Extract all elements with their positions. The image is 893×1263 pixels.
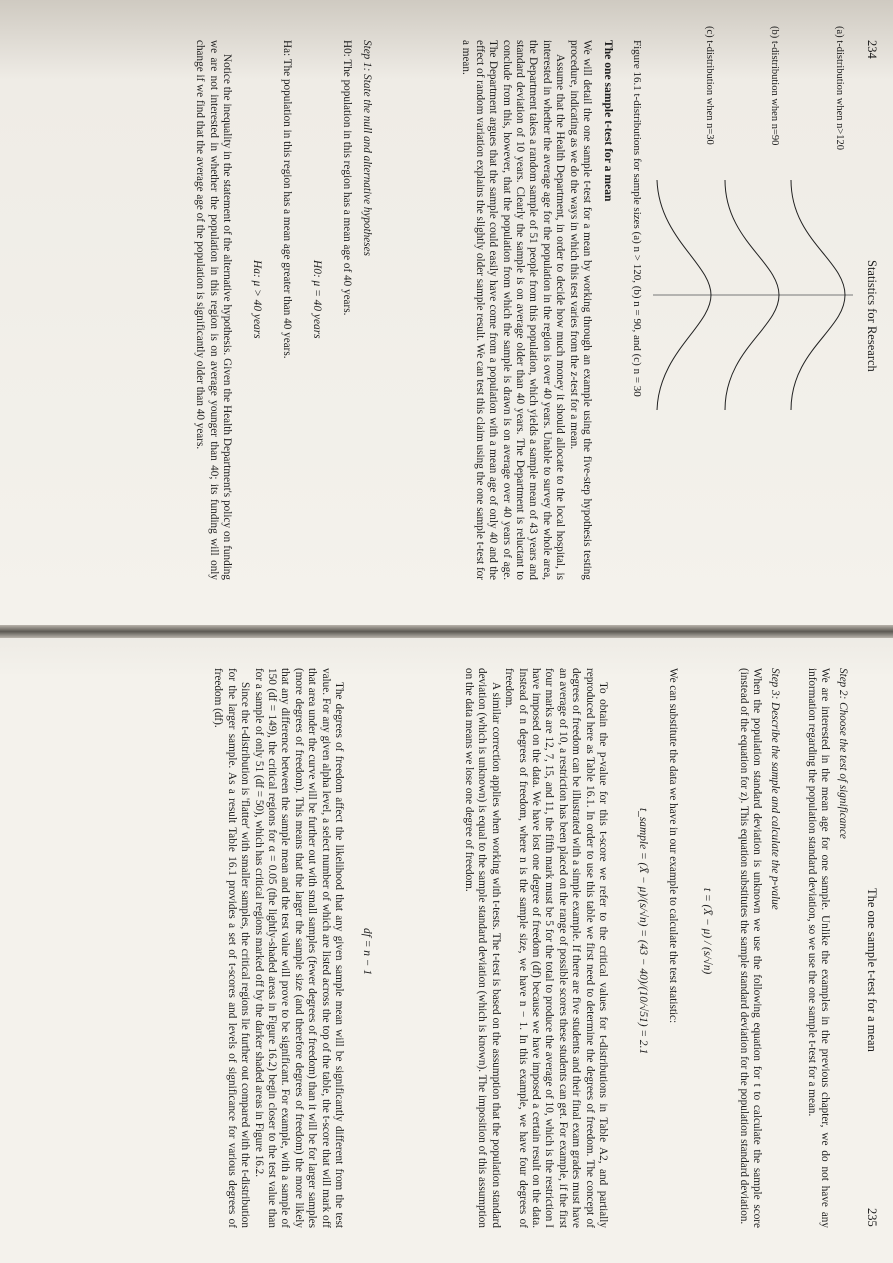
page-234-content: [0, 0, 893, 625]
paragraph-r7-text: Since the t-distribution is 'flatter' with smaller samples, the critical regions lie further out compared with the t-distribution for the larger sample. As a result Table 16.1 provides a set of t-scores and levels of significance for various degrees of freedom (df).: [212, 668, 252, 1228]
step-2-heading: Step 2: Choose the test of significance: [837, 668, 849, 839]
chart-label-c: (c) t-distribution when n=30: [704, 26, 715, 145]
h0-text: H0: The population in this region has a mean age of 40 years.: [341, 40, 353, 316]
paragraph-r1: [804, 668, 831, 1228]
body-text-left: [459, 40, 593, 580]
page-235-content: [0, 638, 893, 1263]
paragraph-r3-text: We can substitute the data we have in our example to calculate the test statistic:: [667, 668, 679, 1024]
t-equation: t = (X̄ − μ) / (s/√n): [701, 888, 713, 975]
h0-equation: H0: μ = 40 years: [311, 260, 323, 339]
book-gutter: [0, 625, 893, 638]
page-234: [0, 0, 893, 625]
chart-label-a: (a) t-distribution when n>120: [834, 26, 845, 151]
page-235: [0, 638, 893, 1263]
ha-text: Ha: The population in this region has a mean age greater than 40 years.: [281, 40, 293, 359]
section-heading: The one sample t-test for a mean: [602, 40, 615, 202]
page-number-234: 234: [865, 40, 879, 59]
paragraph-3-text: Notice the inequality in the statement of the alternative hypothesis. Given the Health Department's policy on funding we are not interested in whether the population in this region is on average younger than 40; its funding will only change if we find that the average age of the population is significantly older than 40 years.: [194, 40, 233, 580]
page-number-235: 235: [865, 1208, 879, 1227]
paragraph-r3: [666, 668, 679, 1228]
paragraph-r2-text: When the population standard deviation is unknown we use the following equation for t to calculate the sample score (instead of the equation for z). This equation substitutes the sample standard deviation for the population standard deviation.: [737, 668, 763, 1228]
t-distribution-figure: [653, 180, 853, 410]
t-sample-equation: t_sample = (X̄ − μ)/(s/√n) = (43 − 40)/(10/√51) = 2.1: [637, 808, 649, 1055]
ha-equation: Ha: μ > 40 years: [251, 260, 263, 339]
running-head-left: Statistics for Research: [865, 260, 879, 372]
running-head-right: The one sample t-test for a mean: [865, 888, 879, 1052]
paragraph-r6-text: The degrees of freedom affect the likelihood that any given sample mean will be significantly different from the test value. For any given alpha level, a select number of which are listed across the top of the table, the t-score that will mark off that area under the curve will be further out with small samples (fewer degrees of freedom) than it will be for larger samples (more degrees of freedom). This means that the larger the sample size (and therefore degrees of freedom) the more likely that any difference between the sample mean and the test value will prove to be significant. For example, with a sample of 150 (df = 149), the critical regions for α = 0.05 (the lightly-shaded areas in Figure 16.2) begin closer to the test value than for a sample of only 51 (df = 50), which has critical regions marked off by the darker shaded areas in Figure 16.2.: [252, 668, 345, 1228]
chart-label-b: (b) t-distribution when n=90: [769, 26, 780, 146]
paragraph-r2: [736, 668, 763, 1228]
paragraph-3: [193, 40, 233, 580]
step-1-heading: Step 1: State the null and alternative hypotheses: [361, 40, 373, 256]
paragraph-1: We will detail the one sample t-test for a mean by working through an example using the five-step hypothesis testing procedure, indicating as we do the ways in which this test varies from the z-test for a mean.: [567, 40, 593, 580]
paragraph-r5-text: A similar correction applies when working with t-tests. The t-test is based on the assumption that the population standard deviation (which is unknown) is equal to the sample standard deviation (which is known). The imposition of this assumption on the data means we lose one degree of freedom.: [462, 668, 502, 1228]
paragraph-r1-text: We are interested in the mean age for one sample. Unlike the examples in the previous chapter, we do not have any information regarding the population standard deviation, so we use the one sample t-test for a mean.: [805, 668, 831, 1228]
paragraph-r4-text: To obtain the p-value for this t-score we refer to the critical values for t-distributions in Table A2, and partially reproduced here as Table 16.1. In order to use this table we first need to determine the degrees of freedom. The concept of degrees of freedom can be illustrated with a simple example. If there are five students and their final exam grades must have an average of 10, a restriction has been placed on the range of possible scores these students can get. For example, if the first four marks are 12, 7, 15, and 11, the fifth mark must be 5 for the total to produce the average of 10, which is the restriction I have imposed on the data. We have lost one degree of freedom (df) because we have imposed a certain result on the data. Instead of n degrees of freedom, where n is the sample size, we have n − 1. In this example, we have four degrees of freedom.: [503, 668, 609, 1228]
paragraph-2: Assume that the Health Department, in order to decide how much money it should allocate to the local hospital, is interested in whether the average age for the population in the region is over 40 years. Unable to survey the whole area, the Department takes a random sample of 51 people from this population, which yields a sample mean of 43 years and standard deviation of 10 years. Clearly the sample is on average older than 40 years. The Department is reluctant to conclude from this, however, that the population from which the sample is drawn is on average over 40 years of age. The Department argues that the sample could easily have come from a population with a mean age of only 40 and the effect of random variation explains the slightly older sample result. We can test this claim using the one sample t-test for a mean.: [460, 40, 567, 580]
paragraph-r6: [211, 668, 345, 1228]
step-3-heading: Step 3: Describe the sample and calculate the p-value: [769, 668, 781, 910]
df-equation: df = n − 1: [361, 928, 373, 976]
figure-caption: Figure 16.1 t-distributions for sample sizes (a) n > 120, (b) n = 90, and (c) n = 30: [631, 40, 643, 397]
paragraph-r4: [462, 668, 609, 1228]
